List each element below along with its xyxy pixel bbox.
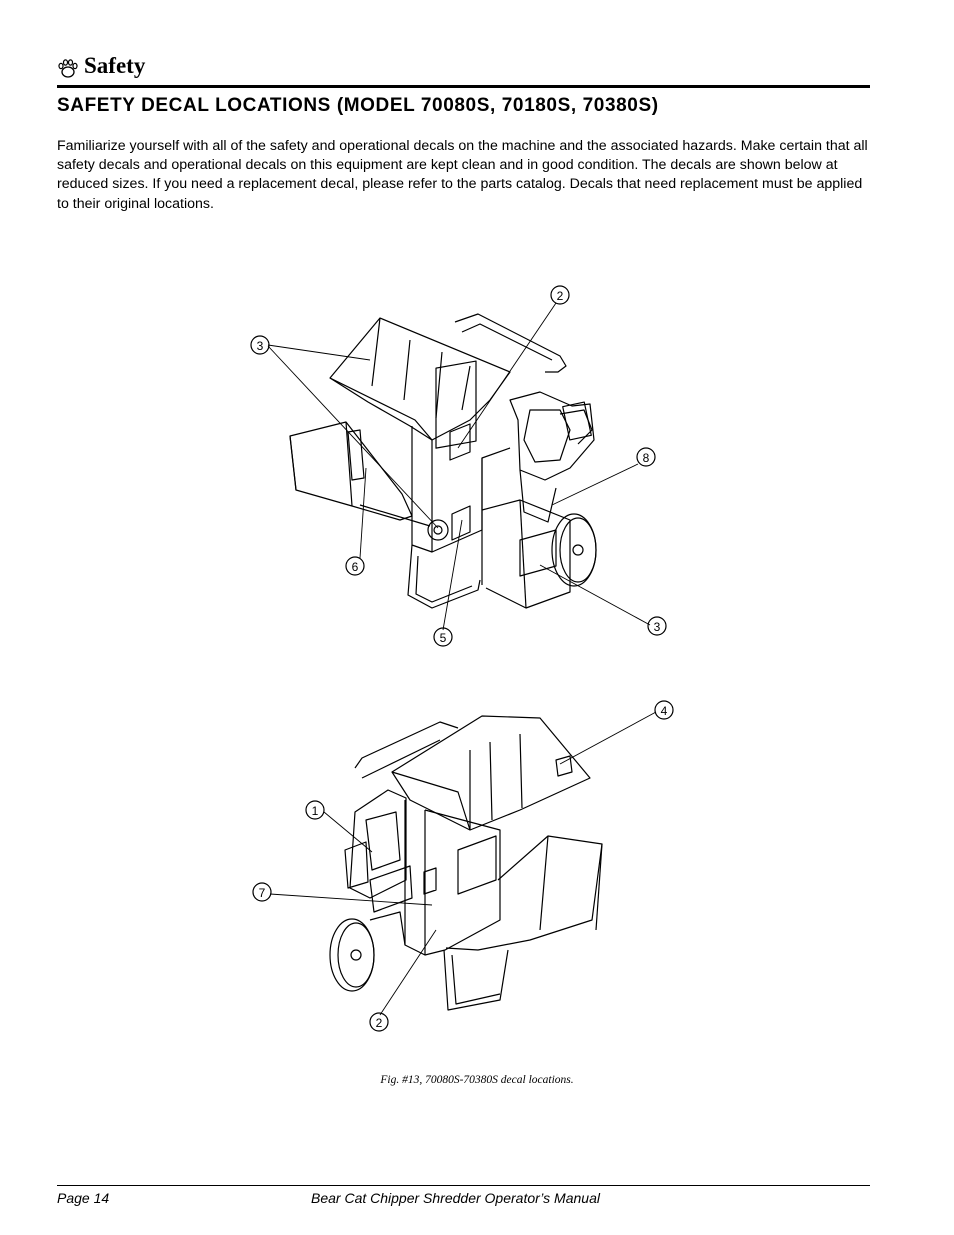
intro-paragraph: Familiarize yourself with all of the safety and operational decals on the machine and the associated hazards. Make certain that all safety decals and operational decals on this equipment are kept clean and in good condition. The decals are shown below at reduced sizes. If you need a replacement decal, please refer to the parts catalog. Decals that need replacement must be applied to their original locations. (57, 138, 868, 212)
callout-decal-1: 1 (311, 804, 319, 818)
top-machine-drawing (290, 314, 596, 608)
page-number: Page 14 (57, 1190, 110, 1206)
callout-decal-2-top: 2 (556, 289, 564, 303)
header-title: Safety (84, 53, 146, 78)
bottom-machine-drawing (330, 716, 602, 1010)
page-footer (57, 1185, 870, 1206)
bottom-callout-circles (253, 701, 673, 1031)
callout-decal-3-lower: 3 (653, 620, 661, 634)
callout-decal-8: 8 (642, 451, 650, 465)
callout-decal-2-bottom: 2 (375, 1016, 383, 1030)
callout-decal-3-top: 3 (256, 339, 264, 353)
callout-decal-6: 6 (351, 560, 359, 574)
callout-decal-5: 5 (439, 631, 447, 645)
callout-decal-7: 7 (258, 886, 266, 900)
section-title: SAFETY DECAL LOCATIONS (MODEL 70080S, 70180S, 70380S) (57, 95, 659, 116)
callout-decal-4: 4 (660, 704, 668, 718)
figure-caption: Fig. #13, 70080S-70380S decal locations. (380, 1074, 574, 1086)
manual-title: Bear Cat Chipper Shredder Operator’s Manual (311, 1190, 600, 1206)
